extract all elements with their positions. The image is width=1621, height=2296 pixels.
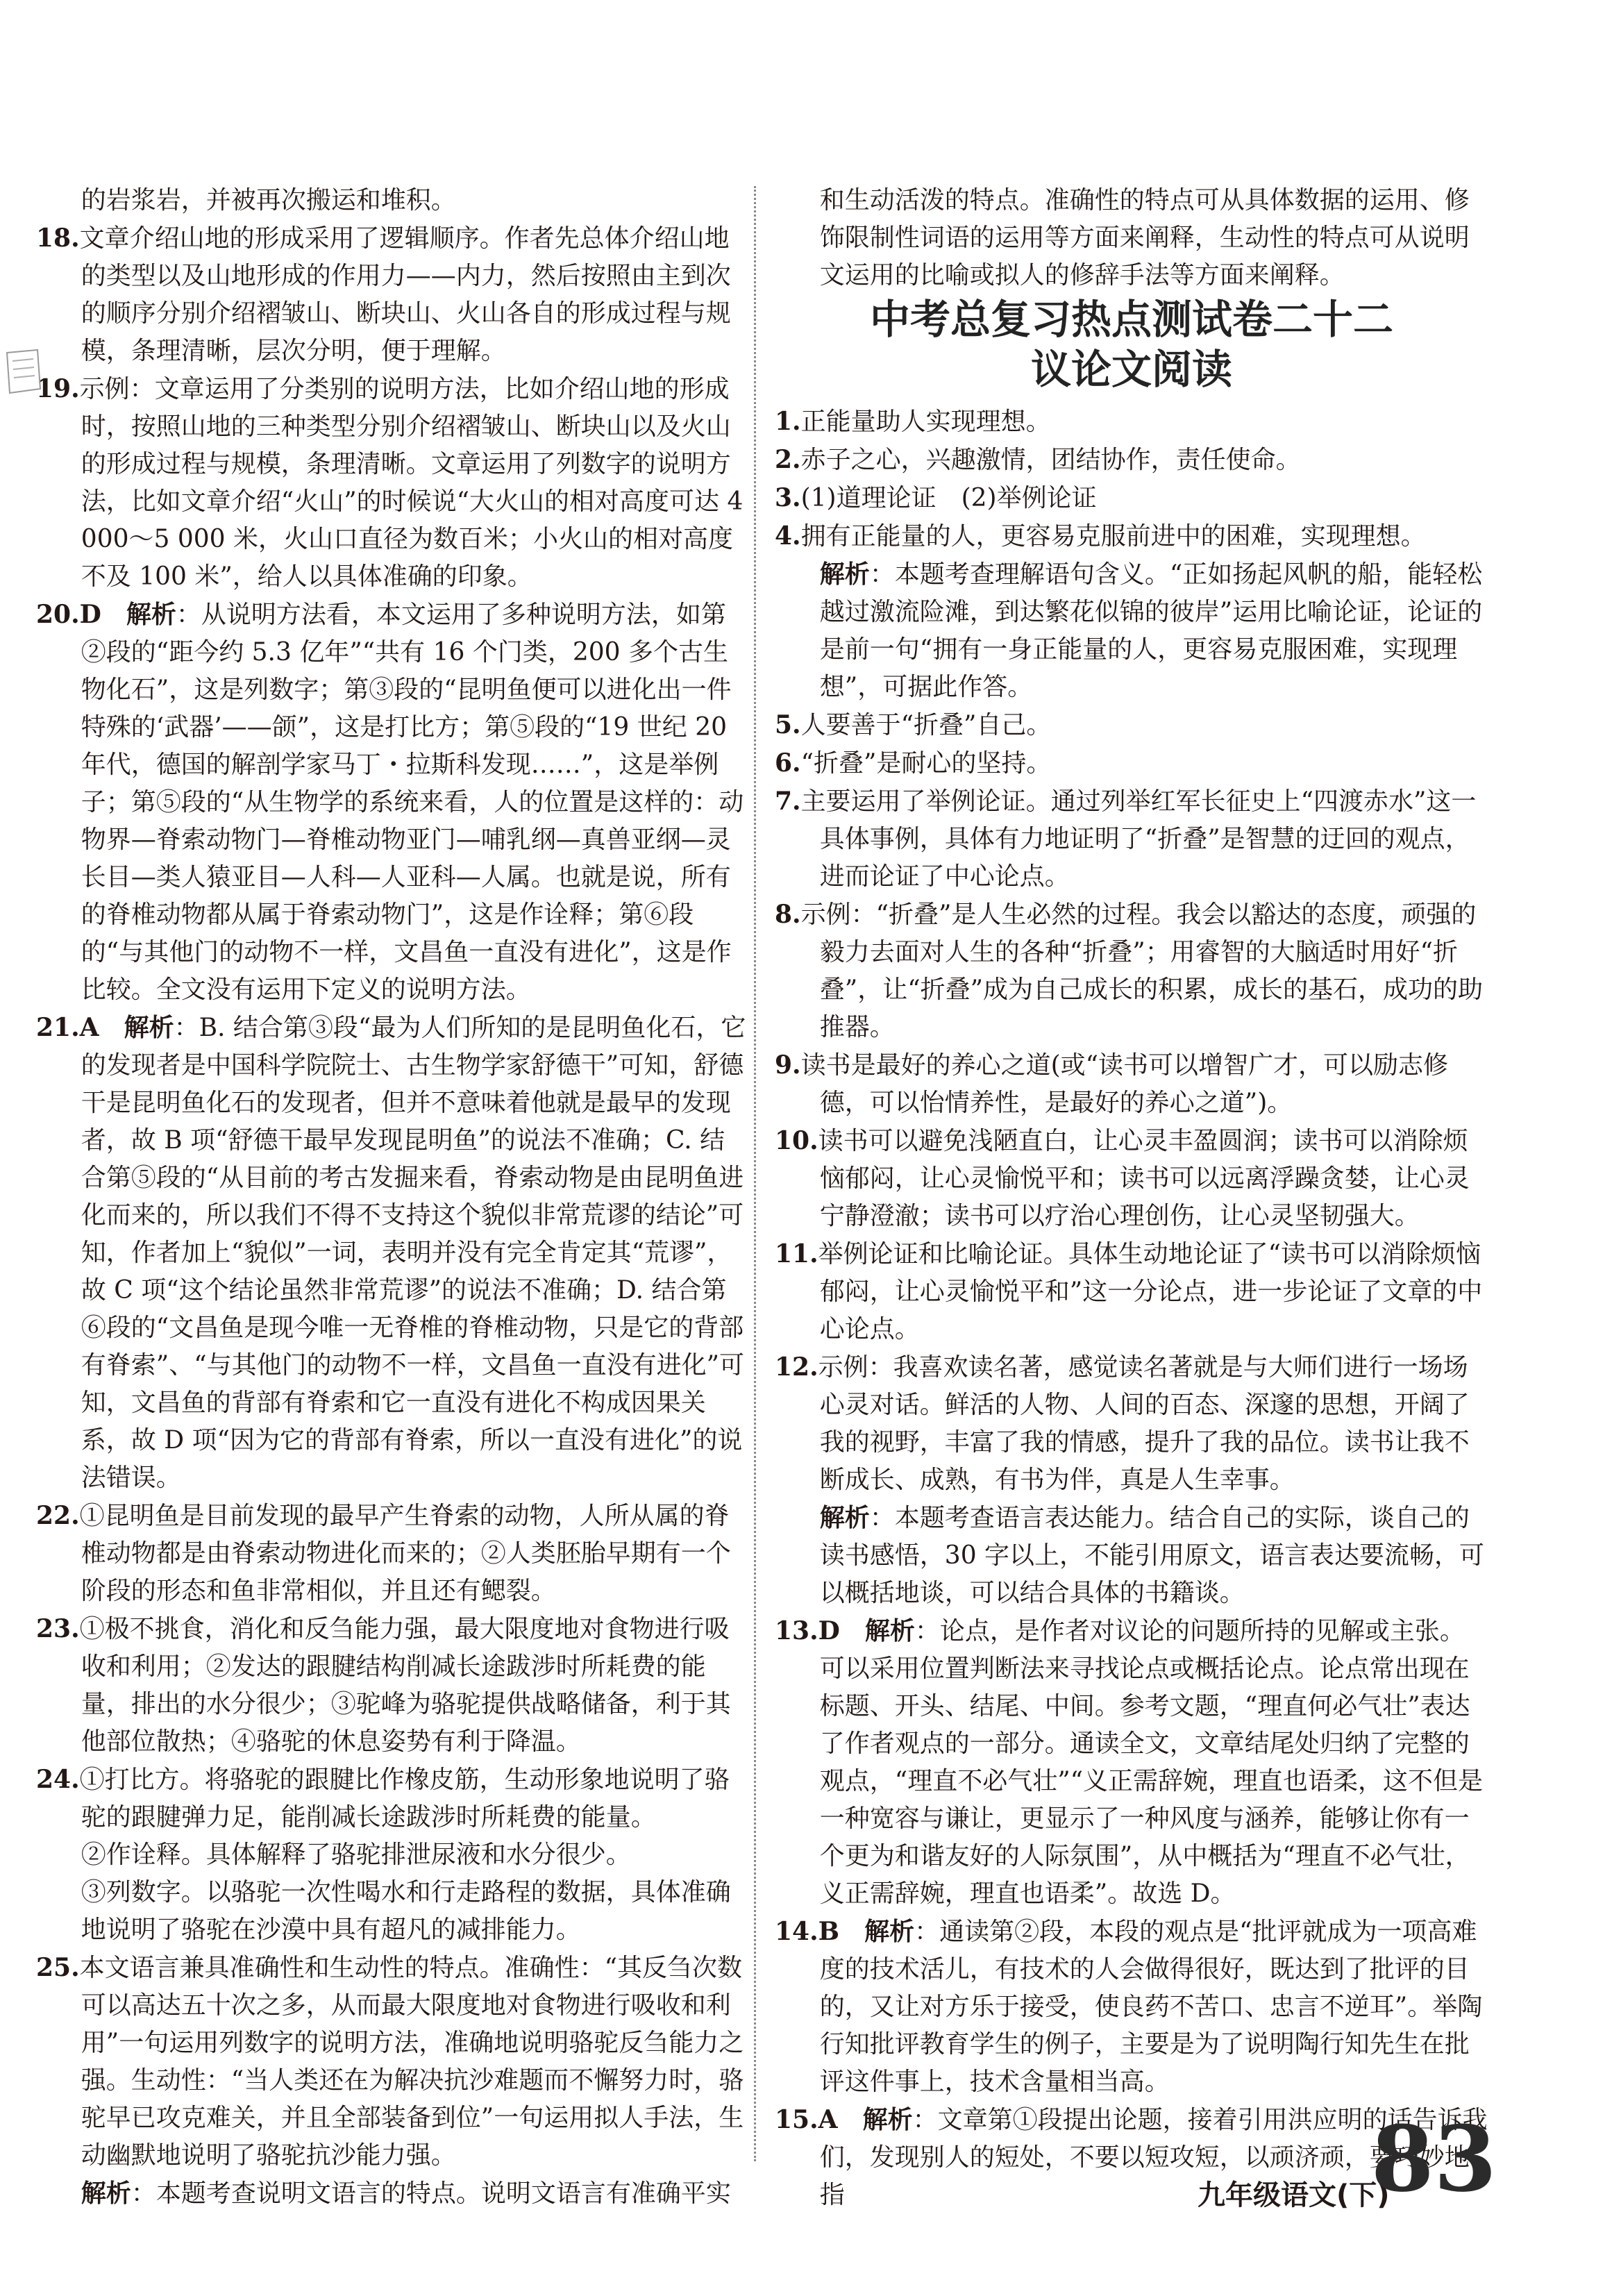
grade-label: 九年级语文(下) xyxy=(1198,2179,1390,2211)
answer-item xyxy=(36,1761,750,1836)
answer-text: 文章介绍山地的形成采用了逻辑顺序。作者先总体介绍山地的类型以及山地形成的作用力——内力，然后按照由主到次的顺序分别介绍褶皱山、断块山、火山各自的形成过程与规模，条理清晰，层次分明，便于理解。 xyxy=(79,224,731,365)
answer-item xyxy=(775,479,1488,517)
answer-text: ：本题考查理解语句含义。“正如扬起风帆的船，能轻松越过激流险滩，到达繁花似锦的彼岸”运用比喻论证，论证的是前一句“拥有一身正能量的人，更容易克服困难，实现理想”，可据此作答。 xyxy=(819,560,1483,701)
answer-item xyxy=(775,517,1488,555)
answer-text: 拥有正能量的人，更容易克服前进中的困难，实现理想。 xyxy=(800,522,1426,551)
section-title: 中考总复习热点测试卷二十二 xyxy=(869,296,1393,343)
answer-text: ①打比方。将骆驼的跟腱比作橡皮筋，生动形象地说明了骆驼的跟腱弹力足，能削减长途跋涉时所耗费的能量。 xyxy=(79,1766,730,1832)
answer-text: ：论点，是作者对议论的问题所持的见解或主张。可以采用位置判断法来寻找论点或概括论点。论点常出现在标题、开头、结尾、中间。参考文题，“理直何必气壮”表达了作者观点的一部分。通读全文，文章结尾处归纳了完整的观点，“理直不必气壮”“义正需辞婉，理直也语柔，这不但是一种宽容与谦让，更显示了一种风度与涵养，能够让你有一个更为和谐友好的人际氛围”，从中概括为“理直不必气壮，义正需辞婉，理直也语柔”。故选 D。 xyxy=(819,1617,1484,1908)
analysis-label: 解析 xyxy=(864,1616,915,1645)
answer-text: 读书可以避免浅陋直白，让心灵丰盈圆润；读书可以消除烦恼郁闷，让心灵愉悦平和；读书可以远离浮躁贪婪，让心灵宁静澄澈；读书可以疗治心理创伤，让心灵坚韧强大。 xyxy=(818,1127,1470,1230)
answer-item xyxy=(36,219,750,370)
answer-item xyxy=(36,2175,750,2213)
answer-text: ②作诠释。具体解释了骆驼排泄尿液和水分很少。 xyxy=(81,1841,631,1869)
answer-item xyxy=(775,782,1488,896)
right-column xyxy=(775,182,1488,2214)
question-number: 24. xyxy=(36,1765,80,1794)
question-number: 22. xyxy=(36,1501,80,1530)
answer-choice: B xyxy=(818,1917,840,1946)
answer-choice: D xyxy=(79,600,101,629)
right-column-answers xyxy=(775,403,1488,2214)
analysis-label: 解析 xyxy=(126,600,176,629)
answer-item xyxy=(775,1913,1488,2101)
answer-item xyxy=(36,1874,750,1949)
answer-item xyxy=(36,370,750,596)
answer-text: ：本题考查语言表达能力。结合自己的实际，谈自己的读书感悟，30 字以上，不能引用原文，语言表达要流畅，可以概括地谈，可以结合具体的书籍谈。 xyxy=(819,1504,1485,1607)
answer-item xyxy=(36,1949,750,2175)
question-number: 20. xyxy=(36,600,80,629)
analysis-label: 解析 xyxy=(81,2179,131,2208)
answer-text: 赤子之心，兴趣激情，团结协作，责任使命。 xyxy=(800,446,1301,474)
question-number: 2. xyxy=(775,445,801,474)
answer-text: ：从说明方法看，本文运用了多种说明方法，如第②段的“距今约 5.3 亿年”“共有 16 个门类，200 多个古生物化石”，这是列数字；第③段的“昆明鱼便可以进化出一件特殊的‘武器’——颌”，这是打比方；第⑤段的“19 世纪 20 年代，德国的解剖学家马丁・拉斯科发现……”，这是举例子；第⑤段的“从生物学的系统来看，人的位置是这样的：动物界—脊索动物门—脊椎动物亚门—哺乳纲—真兽亚纲—灵长目—类人猿亚目—人科—人亚科—人属。也就是说，所有的脊椎动物都从属于脊索动物门”，这是作诠释；第⑥段的“与其他门的动物不一样，文昌鱼一直没有进化”，这是作比较。全文没有运用下定义的说明方法。 xyxy=(81,601,744,1004)
answer-choice: A xyxy=(818,2105,838,2134)
answer-text: 示例：我喜欢读名著，感觉读名著就是与大师们进行一场场心灵对话。鲜活的人物、人间的百态、深邃的思想，开阔了我的视野，丰富了我的情感，提升了我的品位。读书让我不断成长、成熟，有书为伴，真是人生幸事。 xyxy=(818,1353,1470,1494)
question-number: 21. xyxy=(36,1013,80,1042)
answer-item xyxy=(775,441,1488,479)
answer-item xyxy=(36,1497,750,1610)
right-column-continuation xyxy=(775,182,1488,294)
answer-item xyxy=(36,596,750,1009)
question-number: 12. xyxy=(775,1352,818,1382)
answer-choice: A xyxy=(79,1013,99,1042)
answer-item xyxy=(775,1235,1488,1348)
question-number: 7. xyxy=(775,787,801,816)
analysis-label: 解析 xyxy=(864,1917,915,1946)
answer-item xyxy=(775,1046,1488,1122)
question-number: 3. xyxy=(775,483,801,512)
answer-item xyxy=(775,1348,1488,1499)
question-number: 10. xyxy=(775,1126,818,1155)
answer-text: ①极不挑食，消化和反刍能力强，最大限度地对食物进行吸收和利用；②发达的跟腱结构削减长途跋涉时所耗费的能量，排出的水分很少；③驼峰为骆驼提供战略储备，利于其他部位散热；④骆驼的休息姿势有利于降温。 xyxy=(79,1615,731,1756)
question-number: 15. xyxy=(775,2105,818,2134)
answer-text: 正能量助人实现理想。 xyxy=(800,408,1051,436)
answer-item xyxy=(36,1836,750,1874)
answer-text: 本文语言兼具准确性和生动性的特点。准确性：“其反刍次数可以高达五十次之多，从而最大限度地对食物进行吸收和利用”一句运用列数字的说明方法，准确地说明骆驼反刍能力之强。生动性：“当人类还在为解决抗沙难题而不懈努力时，骆驼早已攻克难关，并且全部装备到位”一句运用拟人手法，生动幽默地说明了骆驼抗沙能力强。 xyxy=(79,1954,744,2170)
answer-item xyxy=(36,182,750,219)
analysis-label: 解析 xyxy=(819,1503,870,1532)
question-number: 4. xyxy=(775,521,801,551)
answer-text: 的岩浆岩，并被再次搬运和堆积。 xyxy=(81,186,456,215)
answer-text: 读书是最好的养心之道(或“读书可以增智广才，可以励志修德，可以怡情养性，是最好的养心之道”)。 xyxy=(800,1051,1449,1117)
question-number: 6. xyxy=(775,748,801,778)
section-subtitle: 议论文阅读 xyxy=(1030,346,1232,393)
question-number: 23. xyxy=(36,1614,80,1643)
answer-text: ：本题考查说明文语言的特点。说明文语言有准确平实 xyxy=(131,2179,731,2208)
answer-text: 主要运用了举例论证。通过列举红军长征史上“四渡赤水”这一具体事例，具体有力地证明了“折叠”是智慧的迂回的观点，进而论证了中心论点。 xyxy=(800,787,1477,891)
answer-text: ：文章第①段提出论题，接着引用洪应明的话告诉我们，发现别人的短处，不要以短攻短，以顽济顽，要巧妙地指 xyxy=(819,2106,1488,2209)
left-column xyxy=(36,182,750,2213)
question-number: 9. xyxy=(775,1050,801,1080)
question-number: 25. xyxy=(36,1953,80,1982)
answer-item xyxy=(775,1499,1488,1612)
answer-text: 人要善于“折叠”自己。 xyxy=(800,711,1052,739)
page-number: 83 xyxy=(1371,2106,1497,2212)
answer-item xyxy=(775,555,1488,706)
answer-item xyxy=(775,1122,1488,1235)
question-number: 18. xyxy=(36,224,80,253)
analysis-label: 解析 xyxy=(124,1013,174,1042)
question-number: 11. xyxy=(775,1239,818,1268)
answer-item xyxy=(775,403,1488,441)
answer-text: (1)道理论证 (2)举例论证 xyxy=(800,484,1097,512)
answer-text: 示例：文章运用了分类别的说明方法，比如介绍山地的形成时，按照山地的三种类型分别介绍褶皱山、断块山以及火山的形成过程与规模，条理清晰。文章运用了列数字的说明方法，比如文章介绍“火山”的时候说“大火山的相对高度可达 4 000～5 000 米，火山口直径为数百米；小火山的相对高度不及 100 米”，给人以具体准确的印象。 xyxy=(79,375,744,591)
question-number: 19. xyxy=(36,374,80,403)
answer-item xyxy=(775,182,1488,294)
answer-text: ：B. 结合第③段“最为人们所知的是昆明鱼化石，它的发现者是中国科学院院士、古生物学家舒德干”可知，舒德干是昆明鱼化石的发现者，但并不意味着他就是最早的发现者，故 B 项“舒德干最早发现昆明鱼”的说法不准确；C. 结合第⑤段的“从目前的考古发掘来看，脊索动物是由昆明鱼进化而来的，所以我们不得不支持这个貌似非常荒谬的结论”可知，作者加上“貌似”一词，表明并没有完全肯定其“荒谬”，故 C 项“这个结论虽然非常荒谬”的说法不准确；D. 结合第⑥段的“文昌鱼是现今唯一无脊椎的脊椎动物，只是它的背部有脊索”、“与其他门的动物不一样，文昌鱼一直没有进化”可知，文昌鱼的背部有脊索和它一直没有进化不构成因果关系，故 D 项“因为它的背部有脊索，所以一直没有进化”的说法错误。 xyxy=(81,1014,746,1492)
answer-item xyxy=(775,896,1488,1046)
analysis-label: 解析 xyxy=(819,560,870,589)
question-number: 8. xyxy=(775,900,801,929)
answer-item xyxy=(36,1009,750,1497)
column-divider xyxy=(754,186,756,2161)
answer-choice: D xyxy=(818,1616,840,1645)
answer-item xyxy=(775,1612,1488,1913)
answer-text: 和生动活泼的特点。准确性的特点可从具体数据的运用、修饰限制性词语的运用等方面来阐释，生动性的特点可从说明文运用的比喻或拟人的修辞手法等方面来阐释。 xyxy=(819,186,1470,290)
answer-text: ①昆明鱼是目前发现的最早产生脊索的动物，人所从属的脊椎动物都是由脊索动物进化而来的；②人类胚胎早期有一个阶段的形态和鱼非常相似，并且还有鳃裂。 xyxy=(79,1502,731,1605)
answer-item xyxy=(36,1610,750,1761)
analysis-label: 解析 xyxy=(862,2105,913,2134)
answer-text: “折叠”是耐心的坚持。 xyxy=(800,749,1052,778)
question-number: 1. xyxy=(775,407,801,436)
question-number: 13. xyxy=(775,1616,818,1645)
answer-text: ③列数字。以骆驼一次性喝水和行走路程的数据，具体准确地说明了骆驼在沙漠中具有超凡的减排能力。 xyxy=(81,1878,731,1944)
answer-item xyxy=(775,744,1488,782)
answer-item xyxy=(775,706,1488,744)
question-number: 14. xyxy=(775,1917,818,1946)
answer-text: 示例：“折叠”是人生必然的过程。我会以豁达的态度，顽强的毅力去面对人生的各种“折叠”；用睿智的大脑适时用好“折叠”，让“折叠”成为自己成长的积累，成长的基石，成功的助推器。 xyxy=(800,900,1484,1041)
stamp-icon xyxy=(3,347,43,396)
question-number: 5. xyxy=(775,710,801,739)
answer-text: 举例论证和比喻论证。具体生动地论证了“读书可以消除烦恼郁闷，让心灵愉悦平和”这一分论点，进一步论证了文章的中心论点。 xyxy=(818,1240,1483,1343)
answer-text: ：通读第②段，本段的观点是“批评就成为一项高难度的技术活儿，有技术的人会做得很好，既达到了批评的目的，又让对方乐于接受，使良药不苦口、忠言不逆耳”。举陶行知批评教育学生的例子，主要是为了说明陶行知先生在批评这件事上，技术含量相当高。 xyxy=(819,1918,1483,2096)
